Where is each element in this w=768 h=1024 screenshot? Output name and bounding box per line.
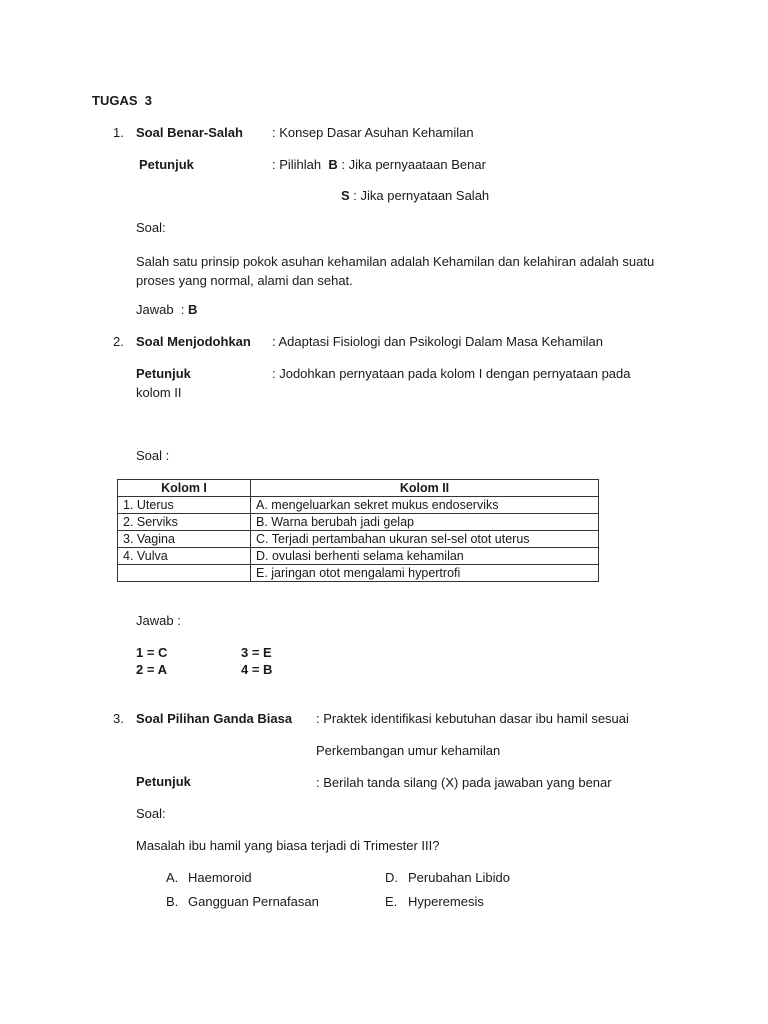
section-1-petunjuk-a [272,157,486,173]
section-2-petunjuk-text: : Jodohkan pernyataan pada kolom I dengan pernyataan pada [272,366,631,381]
section-3-number: 3. [113,711,124,726]
section-2-number: 2. [113,334,124,349]
table-row [118,514,599,531]
section-1-topic: : Konsep Dasar Asuhan Kehamilan [272,125,474,140]
matching-table [117,479,599,582]
section-3-topic-line1: : Praktek identifikasi kebutuhan dasar ibu hamil sesuai [316,711,629,726]
table-row [118,497,599,514]
table-cell: C. Terjadi pertambahan ukuran sel-sel otot uterus [251,531,599,548]
option-e-letter: E. [385,894,398,909]
table-cell: E. jaringan otot mengalami hypertrofi [251,565,599,582]
table-cell: A. mengeluarkan sekret mukus endoserviks [251,497,599,514]
table-row [118,531,599,548]
section-2-soal-label: Soal : [136,448,170,463]
table-cell: D. ovulasi berhenti selama kehamilan [251,548,599,565]
answer-1: 1 = C [136,645,168,660]
answer-2: 2 = A [136,662,167,677]
section-1-jawab [136,302,197,318]
option-e-text: Hyperemesis [408,894,484,909]
answer-4: 4 = B [241,662,273,677]
petunjuk-a-pre: : Pilihlah [272,157,329,172]
answer-3: 3 = E [241,645,272,660]
section-2-topic: : Adaptasi Fisiologi dan Psikologi Dalam Masa Kehamilan [272,334,603,349]
table-cell [118,565,251,582]
table-cell: 3. Vagina [118,531,251,548]
section-1-petunjuk-label: Petunjuk [139,157,194,172]
option-d-text: Perubahan Libido [408,870,510,885]
section-1-soal-label: Soal: [136,220,166,235]
table-cell: 2. Serviks [118,514,251,531]
section-1-question: Salah satu prinsip pokok asuhan kehamilan adalah Kehamilan dan kelahiran adalah suatu proses yang normal, alami dan sehat. [136,254,655,288]
petunjuk-b-key: S [341,188,350,203]
page-title: TUGAS 3 [92,93,152,108]
option-b-letter: B. [166,894,179,909]
table-header-kolom-1: Kolom I [118,480,251,497]
petunjuk-a-post: : Jika pernyaataan Benar [337,157,486,172]
petunjuk-a-key: B [328,157,338,172]
table-header-row [118,480,599,497]
option-d-letter: D. [385,870,398,885]
table-cell: B. Warna berubah jadi gelap [251,514,599,531]
section-3-petunjuk-label: Petunjuk [136,774,191,789]
section-2-type: Soal Menjodohkan [136,334,251,349]
table-header-kolom-2: Kolom II [251,480,599,497]
jawab-label: Jawab : [136,302,189,317]
option-b-text: Gangguan Pernafasan [188,894,319,909]
option-a-text: Haemoroid [188,870,252,885]
section-3-type: Soal Pilihan Ganda Biasa [136,711,293,726]
section-1-number: 1. [113,125,124,140]
option-a-letter: A. [166,870,179,885]
table-cell: 4. Vulva [118,548,251,565]
section-3-petunjuk-text: : Berilah tanda silang (X) pada jawaban yang benar [316,775,612,790]
jawab-value: B [188,302,198,317]
section-2-petunjuk-label: Petunjuk [136,366,191,381]
petunjuk-b-post: : Jika pernyataan Salah [349,188,490,203]
section-1-type: Soal Benar-Salah [136,125,243,140]
section-2-jawab-label: Jawab : [136,613,181,628]
section-3-soal-label: Soal: [136,806,166,821]
section-1-petunjuk-b [341,188,489,204]
table-cell: 1. Uterus [118,497,251,514]
table-row [118,565,599,582]
section-2-petunjuk-cont: kolom II [136,385,182,400]
table-row [118,548,599,565]
section-3-question: Masalah ibu hamil yang biasa terjadi di Trimester III? [136,838,440,853]
section-3-topic-line2: Perkembangan umur kehamilan [316,743,501,758]
